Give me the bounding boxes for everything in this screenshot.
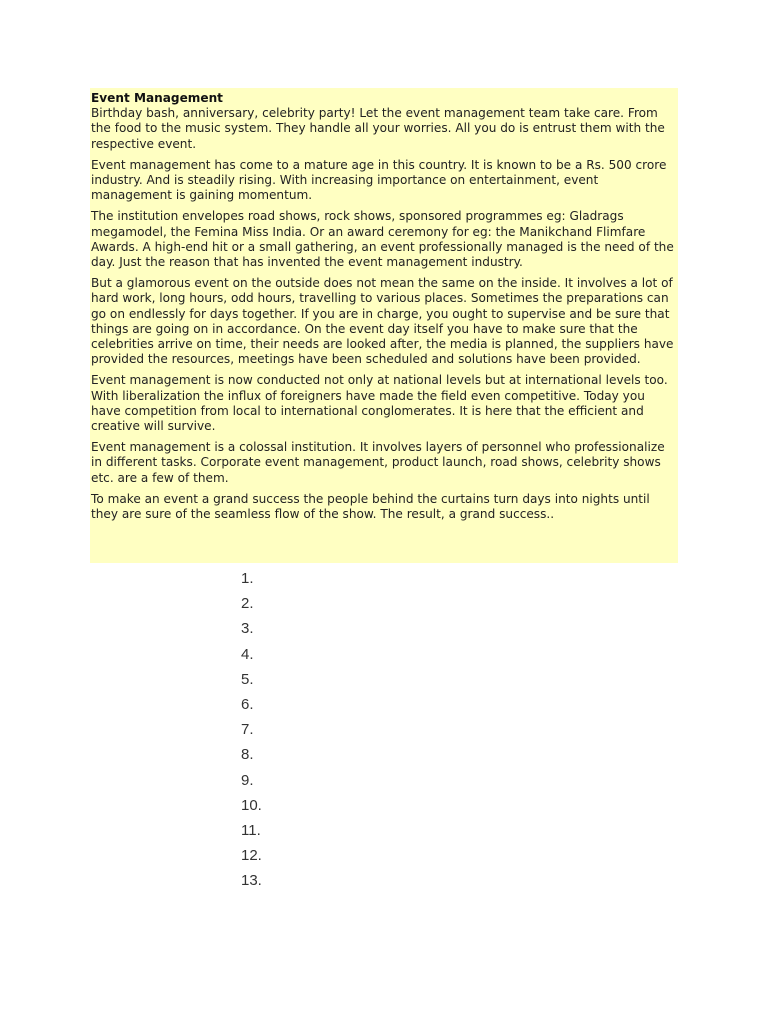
article-paragraph: Event management is a colossal institution. It involves layers of personnel who professionalize in different tasks. Corporate event management, product launch, road shows, celebrity shows etc. are a few of them. [91, 440, 665, 485]
list-item: 3. [241, 620, 254, 638]
list-item: 2. [241, 595, 254, 613]
article-paragraph: The institution envelopes road shows, rock shows, sponsored programmes eg: Gladrags megamodel, the Femina Miss India. Or an award ceremony for eg: the Manikchand Flimfare Awards. A high-end hit or a small gathering, an event professionally managed is the need of the day. Just the reason that has invented the event management industry. [91, 209, 674, 270]
numbered-list [241, 569, 262, 896]
list-item: 12. [241, 847, 262, 865]
article-paragraph: Birthday bash, anniversary, celebrity party! Let the event management team take care. From the food to the music system. They handle all your worries. All you do is entrust them with the respective event. [91, 106, 665, 151]
list-item: 10. [241, 796, 262, 814]
article-paragraph: To make an event a grand success the people behind the curtains turn days into nights until they are sure of the seamless flow of the show. The result, a grand success.. [91, 491, 650, 522]
list-item: 4. [241, 645, 254, 663]
list-item: 5. [241, 670, 254, 688]
article-paragraph: Event management has come to a mature age in this country. It is known to be a Rs. 500 crore industry. And is steadily rising. With increasing importance on entertainment, event management is gaining momentum. [91, 157, 667, 203]
list-item: 8. [241, 746, 254, 764]
list-item: 13. [241, 872, 262, 890]
list-item: 7. [241, 721, 254, 739]
article-paragraph: But a glamorous event on the outside does not mean the same on the inside. It involves a lot of hard work, long hours, odd hours, travelling to various places. Sometimes the preparations can go on endlessly for days together. If you are in charge, you ought to supervise and be sure that things are going on in accordance. On the event day itself you have to make sure that the celebrities arrive on time, their needs are looked after, the media is planned, the suppliers have provided the resources, meetings have been scheduled and solutions have been provided. [91, 276, 674, 367]
article-box [90, 88, 678, 563]
article-paragraph: Event management is now conducted not only at national levels but at international levels too. With liberalization the influx of foreigners have made the field even competitive. Today you have competition from local to international conglomerates. It is here that the efficient and creative will survive. [91, 373, 668, 434]
list-item: 11. [241, 821, 261, 839]
list-item: 6. [241, 695, 254, 713]
list-item: 9. [241, 771, 254, 789]
list-item: 1. [241, 570, 254, 587]
article-title: Event Management [91, 91, 223, 105]
